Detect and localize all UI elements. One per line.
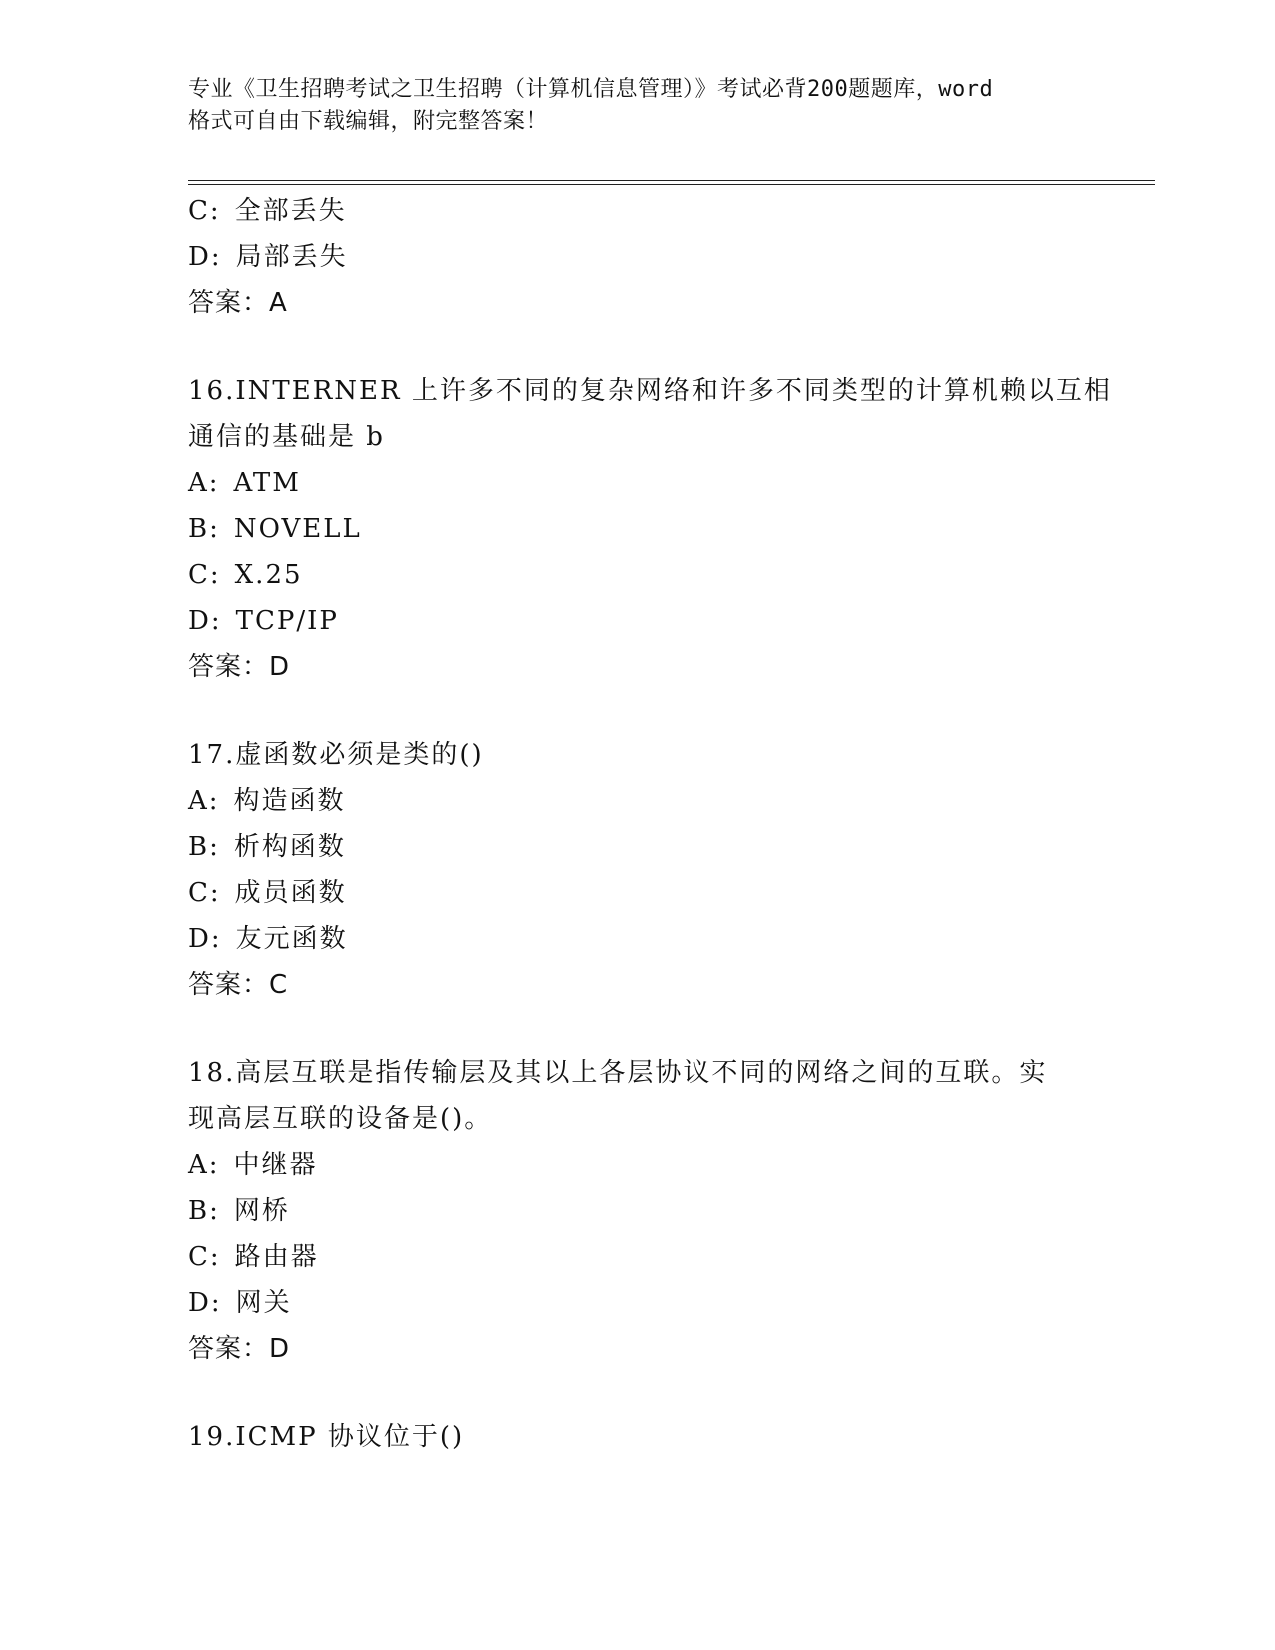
answer-label: 答案：: [188, 652, 270, 682]
option-separator: :: [210, 606, 222, 636]
option-c: [188, 552, 1088, 598]
option-c: [188, 870, 1088, 916]
option-key: A: [188, 786, 209, 816]
option-separator: :: [209, 832, 220, 862]
option-key: B: [188, 1196, 210, 1226]
option-key: B: [188, 514, 210, 544]
answer-value: A: [269, 288, 288, 318]
option-key: D: [188, 924, 211, 954]
spacer: [188, 1372, 1088, 1414]
answer-line: [188, 280, 1088, 326]
option-key: A: [188, 1150, 209, 1180]
option-text: X.25: [234, 560, 303, 590]
option-d: [188, 916, 1088, 962]
question-17: [188, 732, 1088, 1008]
option-separator: :: [208, 1150, 220, 1180]
option-separator: :: [209, 514, 220, 544]
question-text-line: [188, 732, 1088, 778]
question-text-line: [188, 368, 1112, 414]
option-text: 成员函数: [234, 878, 347, 908]
question-text: 高层互联是指传输层及其以上各层协议不同的网络之间的互联。实: [235, 1058, 1048, 1088]
option-text: 构造函数: [233, 786, 346, 816]
question-text: 虚函数必须是类的(): [235, 740, 484, 770]
option-separator: :: [210, 242, 222, 272]
option-d: [188, 598, 1088, 644]
answer-value: D: [269, 1334, 291, 1364]
answer-line: [188, 962, 1088, 1008]
option-d: [188, 1280, 1088, 1326]
document-header: [188, 74, 1088, 138]
option-c: [188, 188, 1088, 234]
option-key: C: [188, 196, 210, 226]
option-key: A: [188, 468, 209, 498]
question-text-line: 通信的基础是 b: [188, 422, 385, 452]
previous-question: [188, 188, 1088, 326]
option-key: D: [188, 242, 211, 272]
question-text-line: [188, 1414, 1088, 1460]
option-separator: :: [210, 924, 222, 954]
option-key: C: [188, 1242, 210, 1272]
question-content: [188, 188, 1112, 1460]
answer-label: 答案：: [188, 288, 270, 318]
question-text-line: 现高层互联的设备是()。: [188, 1104, 493, 1134]
question-number: 19.: [188, 1422, 236, 1452]
option-text: 局部丢失: [235, 242, 348, 272]
answer-line: [188, 644, 1088, 690]
header-divider-bottom: [188, 184, 1155, 185]
option-text: 网关: [235, 1288, 292, 1318]
option-b: [188, 1188, 1088, 1234]
option-text: ATM: [233, 468, 301, 498]
question-number: 18.: [188, 1058, 236, 1088]
question-text: ICMP 协议位于(): [235, 1422, 465, 1452]
question-number: 16.: [188, 376, 236, 406]
option-text: TCP/IP: [235, 606, 339, 636]
option-separator: :: [209, 560, 221, 590]
option-separator: :: [208, 468, 220, 498]
option-separator: :: [209, 878, 221, 908]
option-text: 析构函数: [233, 832, 346, 862]
option-text: 路由器: [234, 1242, 319, 1272]
option-a: [188, 1142, 1088, 1188]
option-a: [188, 460, 1088, 506]
option-separator: :: [209, 1242, 221, 1272]
answer-label: 答案：: [188, 970, 270, 1000]
question-18: [188, 1050, 1088, 1372]
option-text: 中继器: [233, 1150, 318, 1180]
option-text: 网桥: [233, 1196, 290, 1226]
option-separator: :: [210, 1288, 222, 1318]
option-d: [188, 234, 1088, 280]
option-c: [188, 1234, 1088, 1280]
option-key: B: [188, 832, 210, 862]
option-text: 全部丢失: [234, 196, 347, 226]
answer-value: C: [269, 970, 289, 1000]
option-key: C: [188, 878, 210, 908]
option-separator: :: [209, 196, 221, 226]
question-16: [188, 368, 1112, 690]
option-key: C: [188, 560, 210, 590]
header-divider-top: [188, 180, 1155, 181]
option-separator: :: [208, 786, 220, 816]
answer-line: [188, 1326, 1088, 1372]
option-separator: :: [209, 1196, 220, 1226]
question-number: 17.: [188, 740, 236, 770]
header-line-2: 格式可自由下载编辑，附完整答案！: [188, 109, 549, 134]
option-b: [188, 824, 1088, 870]
spacer: [188, 1008, 1088, 1050]
option-text: NOVELL: [233, 514, 362, 544]
question-text: INTERNER 上许多不同的复杂网络和许多不同类型的计算机赖以互相: [235, 376, 1112, 406]
question-text-line: [188, 1050, 1088, 1096]
answer-label: 答案：: [188, 1334, 270, 1364]
option-a: [188, 778, 1088, 824]
option-text: 友元函数: [235, 924, 348, 954]
option-key: D: [188, 606, 211, 636]
option-key: D: [188, 1288, 211, 1318]
spacer: [188, 326, 1088, 368]
answer-value: D: [269, 652, 291, 682]
question-19: [188, 1414, 1088, 1460]
option-b: [188, 506, 1088, 552]
spacer: [188, 690, 1088, 732]
header-line-1: 专业《卫生招聘考试之卫生招聘（计算机信息管理）》考试必背200题题库，word: [188, 77, 994, 102]
